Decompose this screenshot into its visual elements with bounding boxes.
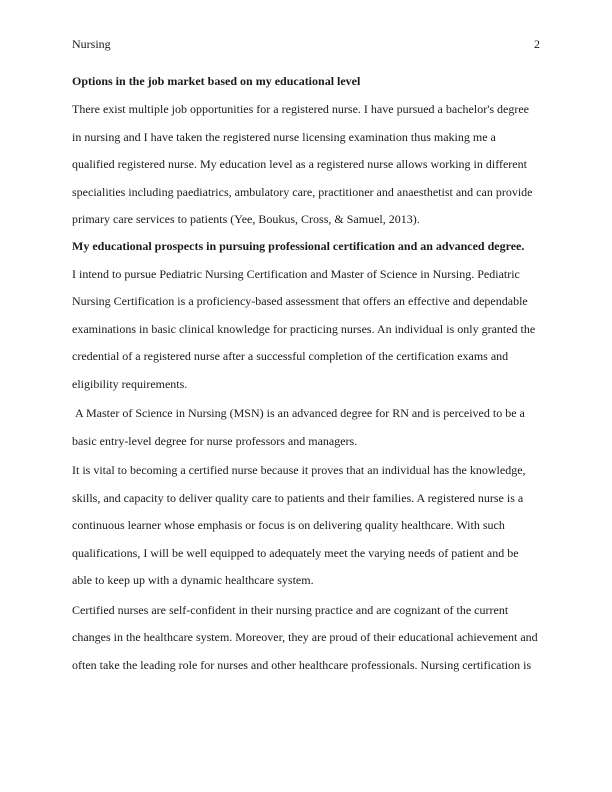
page-header bbox=[72, 36, 540, 52]
paragraph-certification-plan: I intend to pursue Pediatric Nursing Certification and Master of Science in Nursing. Pediatric Nursing Certification is a proficiency-based assessment that offers an effective and dependable examinations in basic clinical knowledge for practicing nurses. An individual is only granted the credential of a registered nurse after a successful completion of the certification exams and eligibility requirements. bbox=[72, 266, 536, 391]
page-number: 2 bbox=[534, 37, 540, 51]
section-heading-educational-prospects: My educational prospects in pursuing professional certification and an advanced degree. bbox=[72, 238, 525, 253]
paragraph-importance: It is vital to becoming a certified nurse because it proves that an individual has the knowledge, skills, and capacity to deliver quality care to patients and their families. A registered nurse is a continuous learner whose emphasis or focus is on delivering quality healthcare. With such qualifications, I will be well equipped to adequately meet the varying needs of patient and be able to keep up with a dynamic healthcare system. bbox=[72, 463, 526, 587]
paragraph-job-market: There exist multiple job opportunities for a registered nurse. I have pursued a bachelor's degree in nursing and I have taken the registered nurse licensing examination thus making me a qualified registered nurse. My education level as a registered nurse allows working in different specialities including paediatrics, ambulatory care, practitioner and anaesthetist and can provide primary care services to patients (Yee, Boukus, Cross, & Samuel, 2013). bbox=[72, 102, 533, 226]
document-body bbox=[72, 72, 540, 681]
paragraph-certified-nurses: Certified nurses are self-confident in their nursing practice and are cognizant of the current changes in the healthcare system. Moreover, they are proud of their educational achievement and often take the leading role for nurses and other healthcare professionals. Nursing certification is bbox=[72, 602, 538, 672]
paragraph-msn: A Master of Science in Nursing (MSN) is an advanced degree for RN and is perceived to be a basic entry-level degree for nurse professors and managers. bbox=[72, 406, 528, 448]
running-head: Nursing bbox=[72, 37, 111, 51]
section-heading-job-market: Options in the job market based on my educational level bbox=[72, 74, 361, 88]
